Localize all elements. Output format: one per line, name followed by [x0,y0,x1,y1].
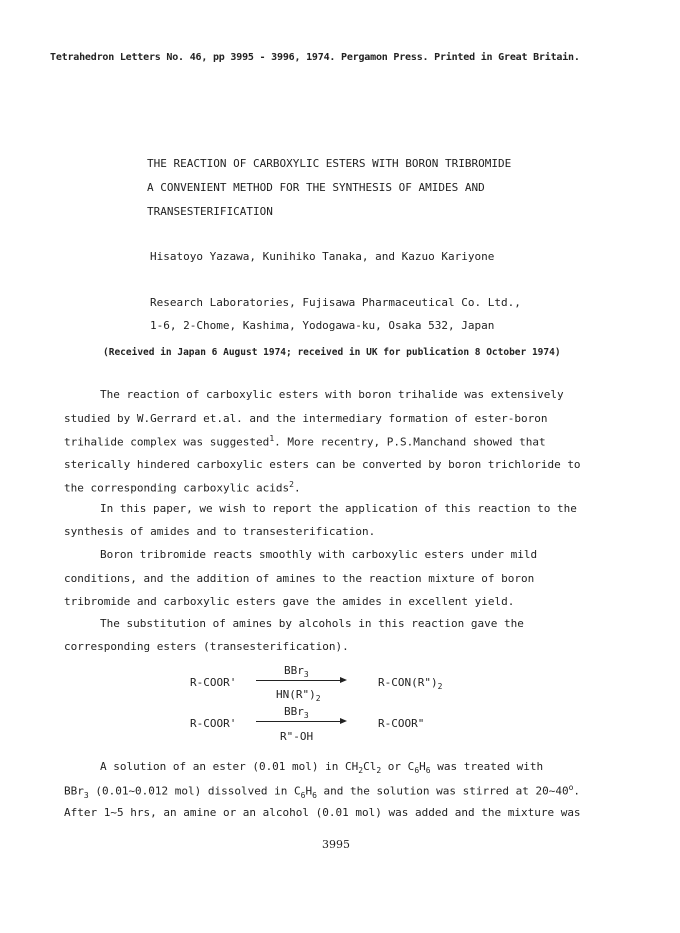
rxn1-product [378,676,442,691]
p1-line-3-text-b: . More recentry, P.S.Manchand showed that [274,435,546,449]
p1-line-4: sterically hindered carboxylic esters can be converted by boron trichloride to [64,458,581,471]
rxn1-reagent-bottom-text: HN(R") [276,688,316,701]
rxn1-reactant: R-COOR' [190,676,237,689]
p1-line-5-text: the corresponding carboxylic acids [64,481,290,495]
rxn2-arrow-line [256,721,342,722]
p5-line-1 [100,760,543,775]
rxn2-reactant: R-COOR' [190,717,237,730]
p5-line-2-b: (0.01~0.012 mol) dissolved in C [88,784,301,798]
p2-line-2: synthesis of amides and to transesterification. [64,525,376,538]
authors: Hisatoyo Yazawa, Kunihiko Tanaka, and Kazuo Kariyone [150,250,495,263]
p3-line-2: conditions, and the addition of amines to the reaction mixture of boron [64,572,535,585]
p5-line-3: After 1~5 hrs, an amine or an alcohol (0.01 mol) was added and the mixture was [64,806,581,819]
p5-line-1-d: H [419,760,426,773]
p5-line-2-a: BBr [64,784,84,798]
p5-line-1-c: or C [381,760,415,773]
p5-sub-2a: 2 [358,766,364,776]
rxn1-reagent-bottom [276,688,321,703]
p1-line-2: studied by W.Gerrard et.al. and the intermediary formation of ester-boron [64,412,548,425]
rxn1-reagent-top [284,664,309,679]
p5-line-1-b: Cl [363,760,377,773]
p5-sub-3: 3 [83,790,89,800]
p1-line-3 [64,434,546,449]
received-dates: (Received in Japan 6 August 1974; received in UK for publication 8 October 1974) [103,347,561,358]
title-line-3: TRANSESTERIFICATION [147,205,273,218]
p5-sub-6a: 6 [414,766,420,776]
p5-sub-6b: 6 [425,766,431,776]
title-line-2: A CONVENIENT METHOD FOR THE SYNTHESIS OF AMIDES AND [147,181,485,194]
affiliation-line-1: Research Laboratories, Fujisawa Pharmaceutical Co. Ltd., [150,296,521,309]
p5-sub-6c: 6 [300,790,306,800]
rxn1-reagent-top-text: BBr [284,664,304,677]
ref-2: 2 [289,480,294,489]
p3-line-3: tribromide and carboxylic esters gave the amides in excellent yield. [64,595,515,608]
rxn1-product-text: R-CON(R") [378,676,438,689]
p5-sub-2b: 2 [376,766,382,776]
p5-line-2 [64,783,580,800]
p1-line-1: The reaction of carboxylic esters with boron trihalide was extensively [100,388,564,401]
p2-line-1: In this paper, we wish to report the application of this reaction to the [100,502,577,515]
p1-line-5 [64,480,301,495]
rxn2-reagent-top [284,705,309,720]
p5-sub-6d: 6 [312,790,317,800]
affiliation-line-2: 1-6, 2-Chome, Kashima, Yodogawa-ku, Osaka 532, Japan [150,319,495,332]
journal-header: Tetrahedron Letters No. 46, pp 3995 - 3996, 1974. Pergamon Press. Printed in Great Britain. [50,52,580,63]
p5-line-2-f: . [573,784,581,798]
p4-line-2: corresponding esters (transesterification). [64,640,349,653]
rxn2-reagent-top-text: BBr [284,705,304,718]
rxn2-arrowhead [340,718,347,724]
page-number: 3995 [322,838,350,851]
rxn1-product-sub: 2 [437,682,443,692]
ref-1: 1 [269,434,275,443]
p5-line-1-e: was treated with [430,760,544,773]
p1-line-5-text-b: . [294,481,301,495]
p1-line-3-text: trihalide complex was suggested [64,435,270,449]
p3-line-1: Boron tribromide reacts smoothly with carboxylic esters under mild [100,548,538,561]
rxn1-reagent-bottom-sub: 2 [315,694,321,704]
rxn1-arrowhead [340,677,347,683]
rxn1-arrow-line [256,680,342,681]
rxn2-product: R-COOR" [378,717,425,730]
degree-sign: o [568,783,574,792]
title-line-1: THE REACTION OF CARBOXYLIC ESTERS WITH BORON TRIBROMIDE [147,157,512,170]
p5-line-2-c: H [305,784,313,798]
rxn1-reagent-top-sub: 3 [303,670,309,680]
p5-line-2-d: and the solution was stirred at 20~40 [316,784,569,798]
p5-line-1-a: A solution of an ester (0.01 mol) in CH [100,760,359,773]
rxn2-reagent-bottom: R"-OH [280,730,314,743]
rxn2-reagent-top-sub: 3 [303,711,309,721]
p4-line-1: The substitution of amines by alcohols in this reaction gave the [100,617,524,630]
